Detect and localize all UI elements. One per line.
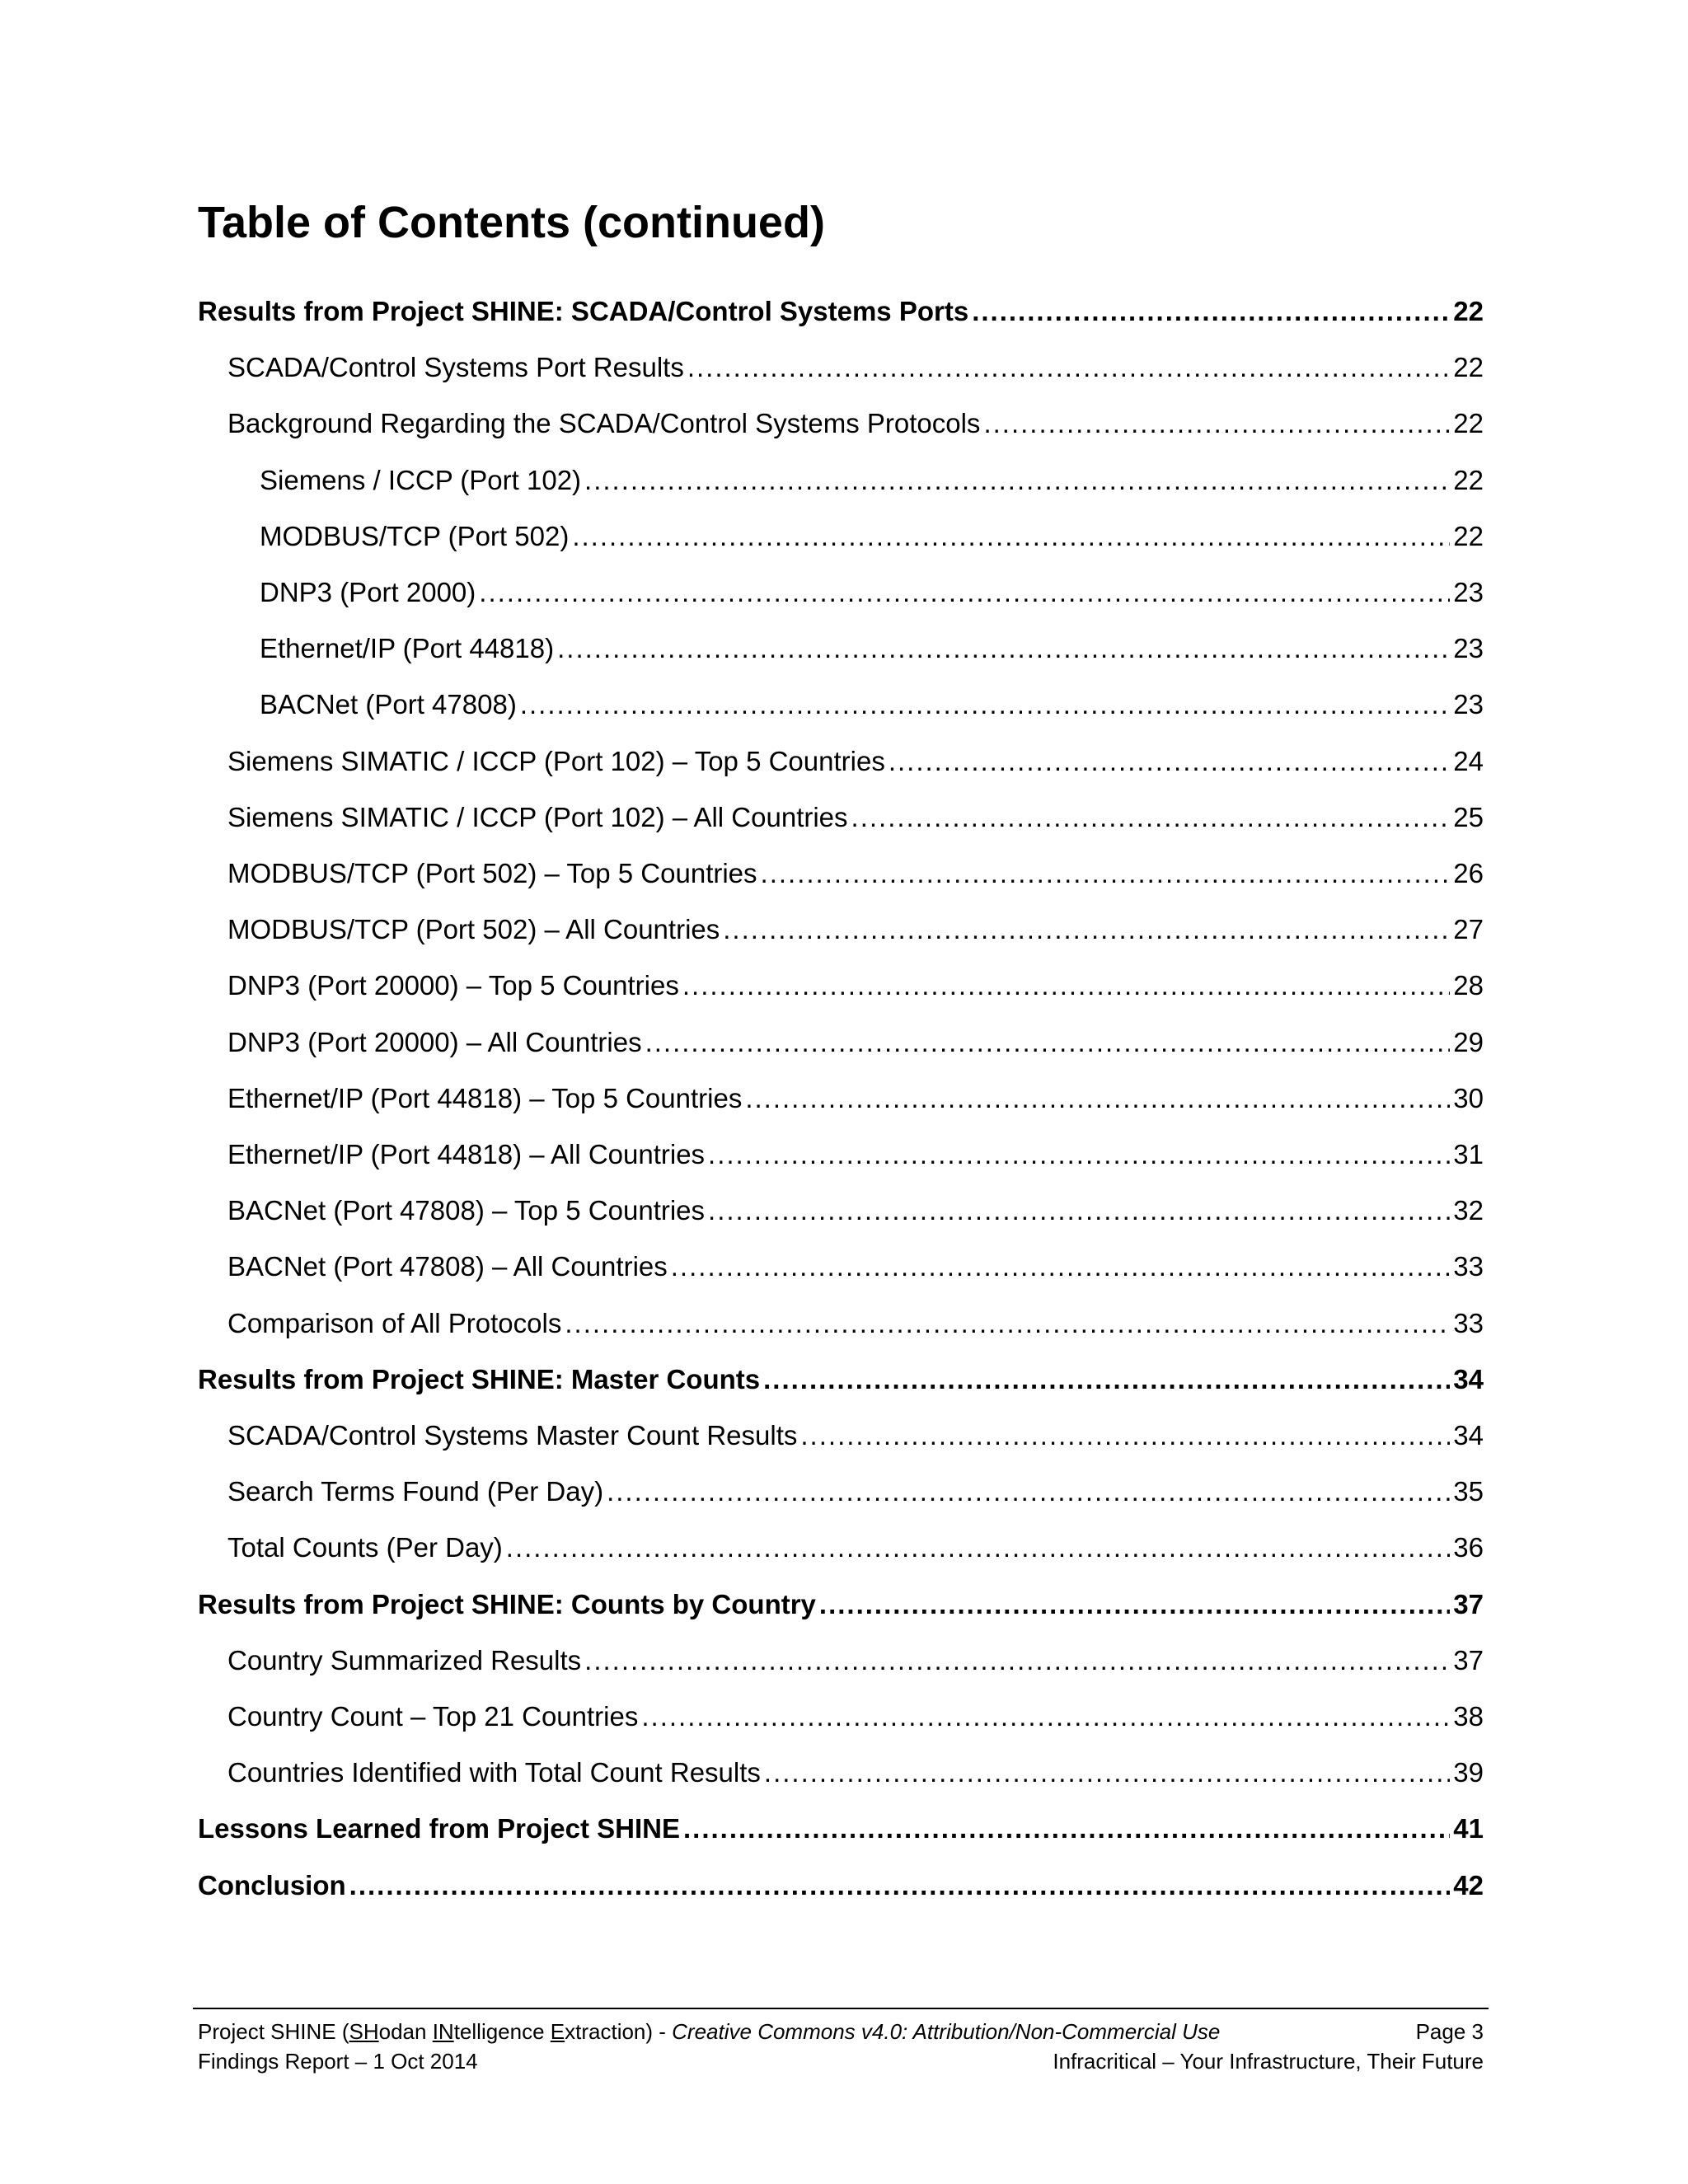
toc-leader-dots [723, 908, 1450, 951]
toc-entry-title: Conclusion [198, 1869, 346, 1900]
toc-entry-page: 23 [1453, 633, 1484, 664]
toc-leader-dots [557, 627, 1450, 670]
toc-entry-page: 26 [1453, 858, 1484, 888]
toc-entry-title: Siemens / ICCP (Port 102) [260, 464, 582, 495]
toc-entry-title: Country Summarized Results [227, 1644, 582, 1675]
toc-entry[interactable] [227, 1470, 1484, 1513]
toc-entry-title: Results from Project SHINE: Master Counts [198, 1363, 761, 1394]
toc-entry[interactable] [227, 964, 1484, 1007]
toc-leader-dots [641, 1695, 1450, 1738]
page-title: Table of Contents (continued) [198, 198, 825, 247]
toc-entry[interactable] [227, 1021, 1484, 1064]
toc-entry-title: Total Counts (Per Day) [227, 1532, 503, 1563]
toc-entry[interactable] [227, 1302, 1484, 1345]
toc-entry-title: BACNet (Port 47808) – Top 5 Countries [227, 1195, 706, 1226]
footer-project: Project SHINE (SHodan INtelligence Extraction) - Creative Commons v4.0: Attribution/Non-Commercial Use [198, 2019, 1221, 2044]
toc-entry-title: MODBUS/TCP (Port 502) – All Countries [227, 914, 720, 945]
toc-leader-dots [761, 852, 1451, 895]
toc-leader-dots [682, 964, 1450, 1007]
toc-leader-dots [745, 1077, 1450, 1120]
toc-leader-dots [851, 796, 1451, 839]
toc-entry[interactable] [260, 571, 1484, 614]
toc-entry-title: MODBUS/TCP (Port 502) – Top 5 Countries [227, 858, 757, 888]
toc-entry-page: 23 [1453, 689, 1484, 720]
toc-entry[interactable] [227, 346, 1484, 389]
toc-entry[interactable] [227, 1077, 1484, 1120]
toc-entry[interactable] [198, 1358, 1484, 1401]
toc-entry[interactable] [198, 290, 1484, 333]
toc-entry-page: 32 [1453, 1195, 1484, 1226]
toc-entry-title: BACNet (Port 47808) [260, 689, 517, 720]
toc-entry[interactable] [227, 1639, 1484, 1682]
toc-leader-dots [572, 515, 1450, 558]
toc-entry-title: SCADA/Control Systems Master Count Results [227, 1420, 798, 1451]
toc-leader-dots [983, 402, 1450, 445]
toc-entry[interactable] [227, 908, 1484, 951]
toc-entry[interactable] [227, 1189, 1484, 1232]
footer-page-number: Page 3 [1415, 2019, 1484, 2044]
toc-leader-dots [763, 1358, 1450, 1401]
toc-entry-title: SCADA/Control Systems Port Results [227, 352, 684, 383]
toc-entry-page: 23 [1453, 577, 1484, 607]
toc-entry-title: Results from Project SHINE: SCADA/Control Systems Ports [198, 296, 969, 326]
toc-entry[interactable] [227, 1695, 1484, 1738]
toc-entry[interactable] [198, 1864, 1484, 1907]
toc-entry-page: 38 [1453, 1701, 1484, 1732]
toc-leader-dots [671, 1245, 1451, 1288]
toc-leader-dots [349, 1864, 1451, 1907]
toc-leader-dots [972, 290, 1450, 333]
toc-entry-title: Comparison of All Protocols [227, 1307, 562, 1338]
toc-entry-title: Siemens SIMATIC / ICCP (Port 102) – All Countries [227, 801, 848, 832]
toc-entry-page: 25 [1453, 801, 1484, 832]
toc-entry[interactable] [260, 627, 1484, 670]
toc-entry[interactable] [227, 1414, 1484, 1457]
toc-entry-page: 37 [1453, 1644, 1484, 1675]
footer-tagline: Infracritical – Your Infrastructure, Their Future [1053, 2049, 1484, 2074]
toc-leader-dots [479, 571, 1450, 614]
toc-entry-title: Lessons Learned from Project SHINE [198, 1813, 680, 1844]
toc-entry[interactable] [227, 852, 1484, 895]
toc-entry[interactable] [227, 796, 1484, 839]
toc-entry-title: Ethernet/IP (Port 44818) [260, 633, 555, 664]
toc-entry-page: 41 [1453, 1813, 1484, 1844]
toc-entry[interactable] [227, 402, 1484, 445]
toc-entry-page: 27 [1453, 914, 1484, 945]
toc-entry-title: Country Count – Top 21 Countries [227, 1701, 639, 1732]
toc-entry[interactable] [198, 1807, 1484, 1850]
toc-entry-page: 36 [1453, 1532, 1484, 1563]
toc-entry-page: 22 [1453, 520, 1484, 551]
toc-leader-dots [565, 1302, 1450, 1345]
toc-entry[interactable] [227, 740, 1484, 783]
toc-entry[interactable] [227, 1245, 1484, 1288]
toc-entry[interactable] [260, 683, 1484, 726]
toc-entry-page: 22 [1453, 352, 1484, 383]
toc-entry-page: 31 [1453, 1139, 1484, 1169]
toc-leader-dots [889, 740, 1450, 783]
toc-leader-dots [708, 1133, 1450, 1176]
toc-entry-title: Ethernet/IP (Port 44818) – All Countries [227, 1139, 706, 1169]
toc-entry-title: BACNet (Port 47808) – All Countries [227, 1251, 668, 1282]
toc-leader-dots [708, 1189, 1450, 1232]
toc-leader-dots [683, 1807, 1450, 1850]
toc-leader-dots [687, 346, 1450, 389]
toc-entry[interactable] [227, 1526, 1484, 1569]
toc-entry-title: Results from Project SHINE: Counts by Country [198, 1588, 816, 1619]
toc-entry[interactable] [198, 1583, 1484, 1626]
toc-leader-dots [819, 1583, 1450, 1626]
toc-entry-page: 30 [1453, 1082, 1484, 1113]
toc-entry-title: DNP3 (Port 2000) [260, 577, 476, 607]
toc-entry-title: Countries Identified with Total Count Results [227, 1757, 761, 1788]
footer-row-2 [198, 2047, 1484, 2075]
footer-report-date: Findings Report – 1 Oct 2014 [198, 2049, 478, 2074]
toc-entry[interactable] [260, 459, 1484, 502]
footer-row-1 [198, 2018, 1484, 2046]
toc-entry-page: 34 [1453, 1420, 1484, 1451]
toc-entry-page: 24 [1453, 745, 1484, 776]
toc-leader-dots [800, 1414, 1450, 1457]
toc-leader-dots [506, 1526, 1450, 1569]
toc-leader-dots [607, 1470, 1450, 1513]
toc-leader-dots [764, 1751, 1450, 1794]
footer-license: Creative Commons v4.0: Attribution/Non-Commercial Use [672, 2019, 1221, 2044]
toc-entry-title: Siemens SIMATIC / ICCP (Port 102) – Top 5 Countries [227, 745, 885, 776]
footer-divider [193, 2008, 1489, 2009]
toc-leader-dots [645, 1021, 1451, 1064]
toc-leader-dots [520, 683, 1450, 726]
toc-entry-title: Ethernet/IP (Port 44818) – Top 5 Countries [227, 1082, 743, 1113]
toc-entry[interactable] [227, 1751, 1484, 1794]
toc-entry-title: MODBUS/TCP (Port 502) [260, 520, 570, 551]
toc-entry-title: DNP3 (Port 20000) – All Countries [227, 1026, 642, 1057]
toc-entry-title: DNP3 (Port 20000) – Top 5 Countries [227, 970, 679, 1001]
toc-entry-page: 22 [1453, 296, 1484, 326]
toc-entry-page: 22 [1453, 408, 1484, 439]
toc-entry-page: 37 [1453, 1588, 1484, 1619]
toc-leader-dots [584, 459, 1450, 502]
toc-entry-page: 22 [1453, 464, 1484, 495]
toc-entry-page: 39 [1453, 1757, 1484, 1788]
toc-entry[interactable] [227, 1133, 1484, 1176]
toc-entry-page: 34 [1453, 1363, 1484, 1394]
toc-entry-page: 33 [1453, 1307, 1484, 1338]
toc-entry-page: 42 [1453, 1869, 1484, 1900]
toc-entry-page: 29 [1453, 1026, 1484, 1057]
toc-entry-page: 28 [1453, 970, 1484, 1001]
toc-entry[interactable] [260, 515, 1484, 558]
toc-leader-dots [584, 1639, 1450, 1682]
toc-entry-page: 35 [1453, 1476, 1484, 1507]
toc-entry-title: Search Terms Found (Per Day) [227, 1476, 604, 1507]
toc-entry-title: Background Regarding the SCADA/Control Systems Protocols [227, 408, 981, 439]
toc-entry-page: 33 [1453, 1251, 1484, 1282]
